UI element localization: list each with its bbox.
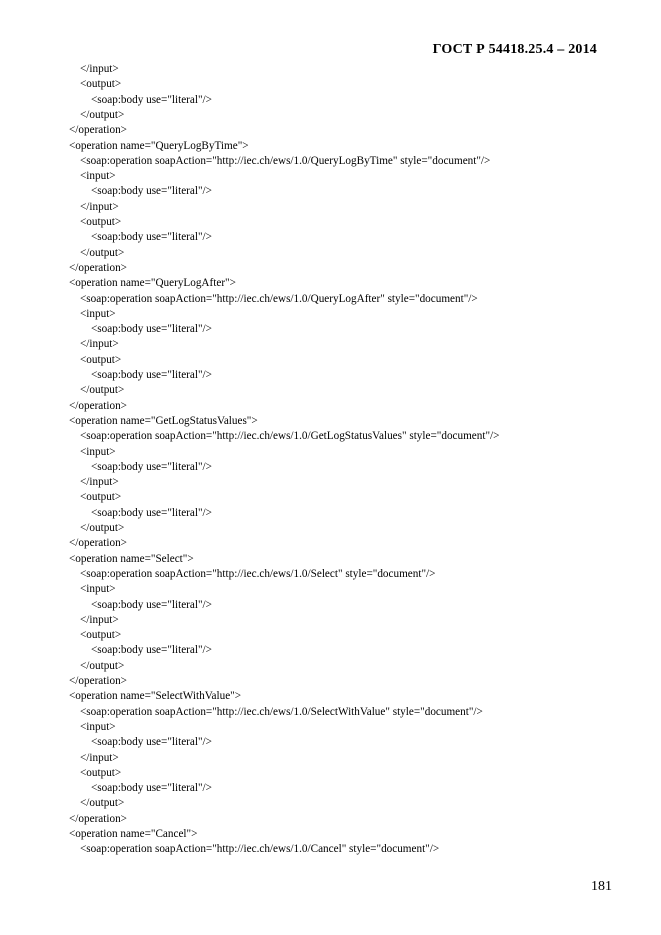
code-line: <output> [80,766,122,779]
code-line: </input> [80,613,119,626]
code-line: <soap:body use="literal"/> [91,644,212,657]
code-line: <soap:body use="literal"/> [91,93,212,106]
code-line: </input> [80,200,119,213]
code-line: </input> [80,476,119,489]
code-line: </input> [80,338,119,351]
page-number: 181 [591,879,612,894]
code-line: <soap:operation soapAction="http://iec.ch/ews/1.0/GetLogStatusValues" style="document"/> [80,430,500,443]
code-line: <soap:body use="literal"/> [91,323,212,336]
code-line: <output> [80,78,122,91]
code-line: <soap:body use="literal"/> [91,736,212,749]
code-line: <soap:operation soapAction="http://iec.ch/ews/1.0/QueryLogByTime" style="document"/> [80,154,491,167]
code-line: <soap:body use="literal"/> [91,231,212,244]
code-line: <soap:body use="literal"/> [91,369,212,381]
code-line: <soap:body use="literal"/> [91,782,212,795]
code-line: <soap:operation soapAction="http://iec.ch/ews/1.0/SelectWithValue" style="document"/> [80,705,483,718]
code-line: </output> [80,522,125,534]
code-line: <operation name="Cancel"> [69,828,198,840]
code-line: <input> [80,307,116,320]
code-line: <soap:operation soapAction="http://iec.ch/ews/1.0/Cancel" style="document"/> [80,843,440,856]
code-line: <output> [80,491,122,504]
code-line: <soap:operation soapAction="http://iec.ch/ews/1.0/Select" style="document"/> [80,567,436,580]
code-line: <input> [80,445,116,458]
code-line: <input> [80,170,116,183]
code-line: <soap:body use="literal"/> [91,460,212,473]
code-line: <operation name="QueryLogAfter"> [69,277,236,290]
code-line: <output> [80,216,122,228]
code-line: </output> [80,246,125,259]
code-line: </output> [80,659,125,672]
code-line: <input> [80,583,116,596]
code-line: </input> [80,751,119,764]
code-line: </operation> [69,124,127,137]
code-line: </operation> [69,399,127,412]
code-line: </operation> [69,537,127,550]
code-line: <operation name="SelectWithValue"> [69,690,242,703]
code-line: <soap:operation soapAction="http://iec.ch/ews/1.0/QueryLogAfter" style="document"/> [80,292,478,305]
code-line: </input> [80,63,119,75]
code-line: <input> [80,720,116,733]
code-line: <operation name="Select"> [69,552,194,565]
code-line: <soap:body use="literal"/> [91,598,212,611]
code-line: </output> [80,797,125,810]
code-line: <operation name="QueryLogByTime"> [69,139,249,152]
document-code-header: ГОСТ Р 54418.25.4 – 2014 [432,42,597,57]
code-line: </operation> [69,812,127,825]
code-line: </operation> [69,675,127,687]
code-line: <soap:body use="literal"/> [91,506,212,519]
code-line: <output> [80,353,122,366]
code-line: </output> [80,108,125,121]
code-line: </operation> [69,261,127,274]
code-line: </output> [80,384,125,397]
code-line: <operation name="GetLogStatusValues"> [69,414,258,427]
code-line: <output> [80,629,122,642]
code-line: <soap:body use="literal"/> [91,185,212,198]
